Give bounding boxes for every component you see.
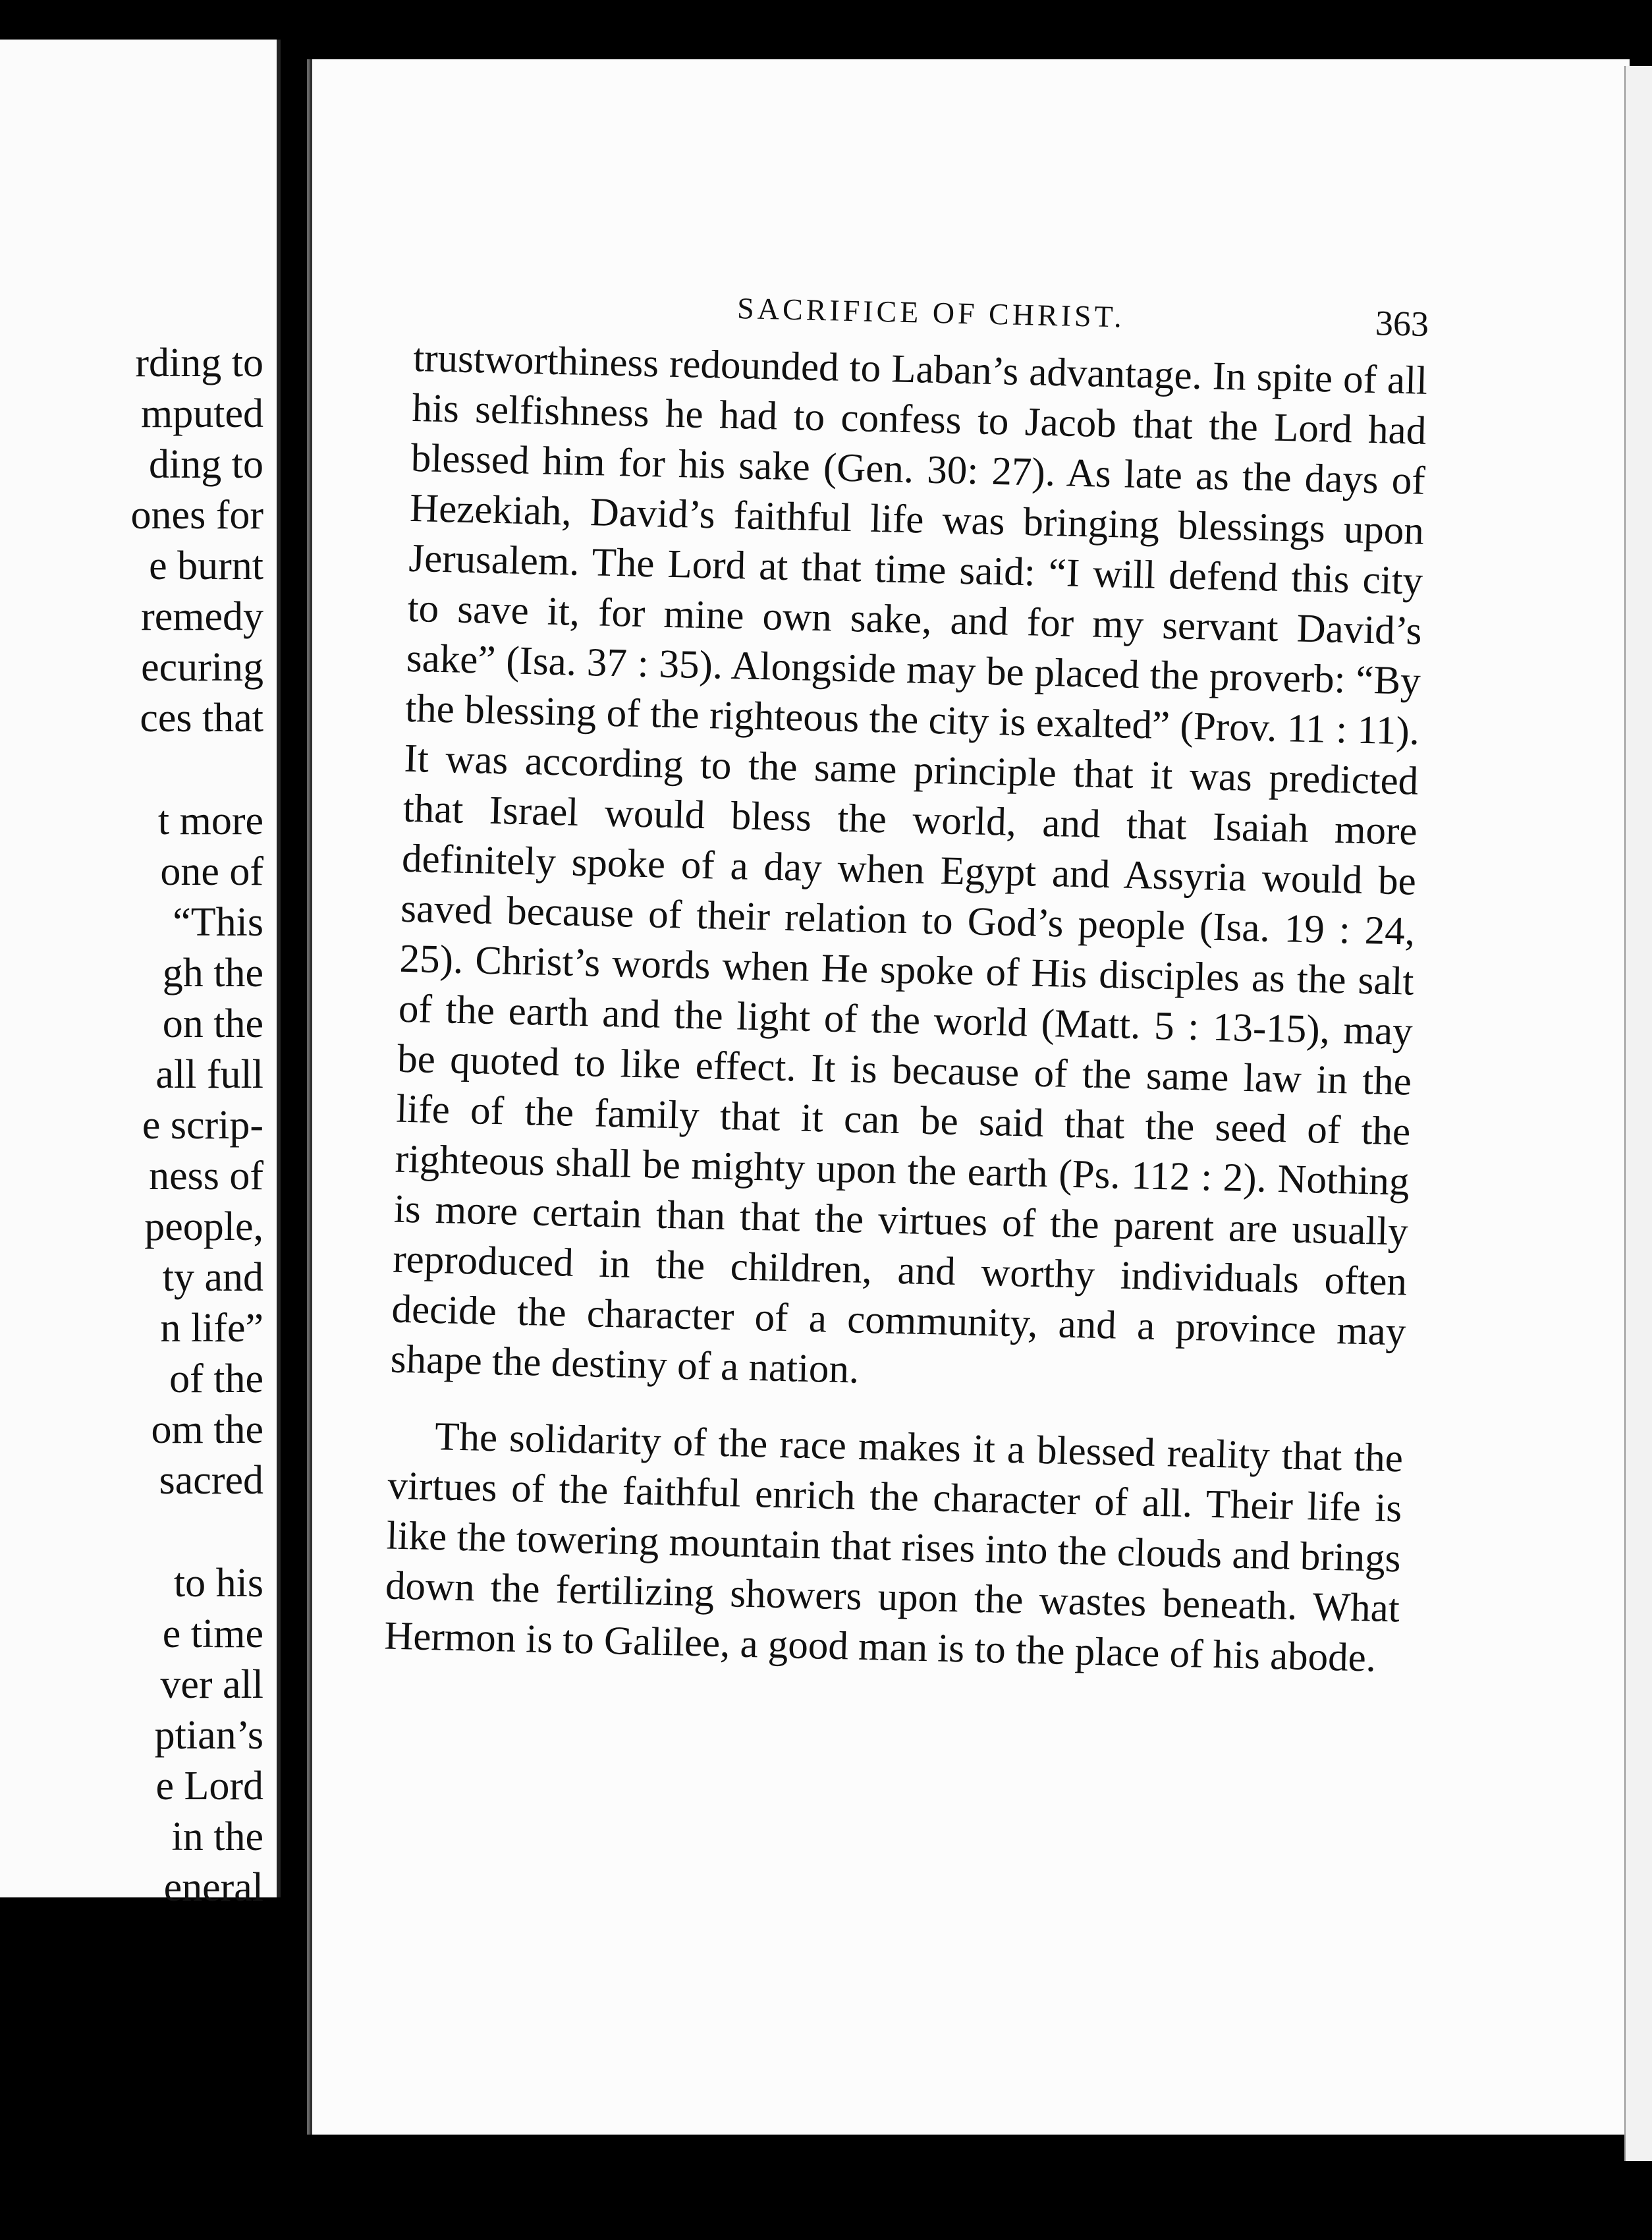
left-page-line: e scrip- [142,1103,263,1148]
left-page-line: t more [157,798,263,843]
left-page [0,40,281,1910]
left-page-line: in the [171,1814,263,1859]
left-page-line: e time [162,1611,263,1656]
paragraph: The solidarity of the race makes it a blessed reality that the virtues of the faithful enrich the character of all. Their life is like the towering mountain that rises into the clouds and brings down the fertilizing showers upon the wastes beneath. What Hermon is to Galilee, a good man is to the place of his abode. [383,1414,1404,1681]
paragraph: trustworthiness redounded to Laban’s advantage. In spite of all his selfishness he had to confess to Jacob that the Lord had blessed him for his sake (Gen. 30: 27). As late as the days of Hezekiah, David’s faithful life was bringing blessings upon Jerusalem. The Lord at that time said: “I will defend this city to save it, for mine own sake, and for my servant David’s sake” (Isa. 37 : 35). Alongside may be placed the proverb: “By the blessing of the righteous the city is exalted” (Prov. 11 : 11). It was according to the same principle that it was predicted that Israel would bless the world, and that Isaiah more definitely spoke of a day when Egypt and Assyria would be saved because of their relation to God’s people (Isa. 19 : 24, 25). Christ’s words when He spoke of His disciples as the salt of the earth and the light of the world (Matt. 5 : 13-15), may be quoted to like effect. It is because of the same law in the life of the family that it can be said that the seed of the righteous shall be mighty upon the earth (Ps. 112 : 2). Nothing is more certain than that the virtues of the parent are usually reproduced in the children, and worthy individuals often decide the character of a community, and a province may shape the destiny of a nation. [390,335,1428,1392]
left-page-line: ness of [149,1154,263,1198]
left-page-line: all full [155,1052,263,1097]
left-page-line: people, [144,1204,263,1249]
left-page-line: ver all [160,1662,263,1707]
left-page-line: ecuring [141,645,263,690]
left-page-line: ptian’s [154,1713,263,1758]
left-page-line: ces that [140,696,263,741]
left-page-line: mputed [141,391,263,436]
left-page-line: to his [173,1561,263,1606]
page-text-block [384,283,1429,1684]
left-page-line: rding to [135,341,263,385]
left-page-line: eneral [163,1865,263,1910]
left-page-line: ones for [130,493,263,538]
left-page-line: om the [151,1407,263,1452]
left-page-line: gh the [162,951,263,995]
left-page-line: sacred [159,1458,263,1503]
left-page-line: remedy [141,594,263,639]
left-page-line: ding to [149,442,263,487]
left-page-line: n life” [160,1306,263,1351]
left-page-line: e Lord [155,1764,263,1808]
page-edge [1624,66,1652,2161]
left-page-line: “This [173,900,263,945]
left-page-line: ty and [162,1255,263,1300]
page-number: 363 [1375,303,1429,344]
left-page-line: e burnt [149,544,263,588]
left-page-line: of the [169,1357,263,1401]
left-page-line: one of [160,849,263,894]
running-head-title: SACRIFICE OF CHRIST. [736,291,1126,334]
left-page-line: on the [162,1001,263,1046]
